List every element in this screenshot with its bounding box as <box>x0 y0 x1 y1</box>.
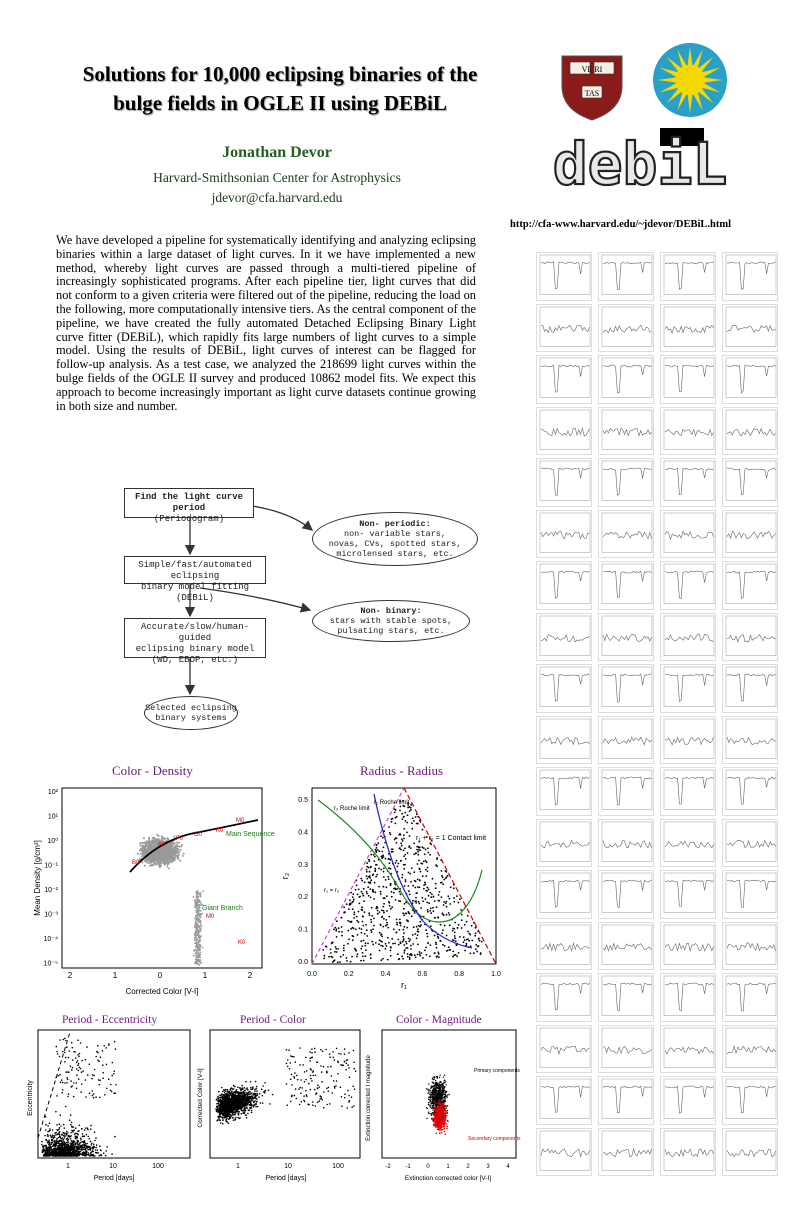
light-curve-trace <box>541 634 590 641</box>
light-curve-thumbnail <box>598 922 654 971</box>
color-density-ytick: 10² <box>47 789 58 796</box>
light-curve-trace <box>665 777 714 804</box>
light-curve-thumbnail <box>536 870 592 919</box>
light-curve-thumbnail <box>722 973 778 1022</box>
light-curve-thumbnail <box>660 767 716 816</box>
color-density-ylabel: Mean Density [g/cm³] <box>33 840 42 916</box>
light-curve-trace <box>727 634 776 641</box>
color-mag-xlabel: Extinction corrected color [V-I] <box>404 1175 492 1182</box>
light-curve-thumbnail <box>722 458 778 507</box>
color-density-title: Color - Density <box>112 763 193 778</box>
light-curve-thumbnail <box>660 922 716 971</box>
author-name: Jonathan Devor <box>222 144 332 161</box>
period-ecc-xtick: 10 <box>109 1163 117 1170</box>
spectral-label: B0 <box>132 860 140 866</box>
light-curve-thumbnail <box>660 870 716 919</box>
light-curve-thumbnail <box>598 819 654 868</box>
reject1-line1: Non- periodic: <box>359 519 431 529</box>
spectral-label: M0 <box>236 818 245 824</box>
light-curve-thumbnail <box>536 355 592 404</box>
light-curve-trace <box>541 428 590 436</box>
light-curve-thumbnail <box>660 458 716 507</box>
color-density-xtick: 1 <box>112 971 118 980</box>
color-density-ytick: 10⁰ <box>47 838 58 845</box>
light-curve-trace <box>727 428 776 435</box>
light-curve-thumbnail <box>598 870 654 919</box>
light-curve-trace <box>727 880 776 908</box>
period-ecc-xtick: 100 <box>152 1163 164 1170</box>
light-curve-thumbnail <box>536 716 592 765</box>
light-curve-trace <box>665 737 714 745</box>
light-curve-trace <box>727 531 776 539</box>
light-curve-thumbnail <box>536 407 592 456</box>
light-curve-trace <box>541 325 590 332</box>
light-curve-trace <box>665 841 714 848</box>
reject2-line2: stars with stable spots, <box>329 616 453 626</box>
radius-radius-ytick: 0.4 <box>298 829 308 837</box>
title-line-1: Solutions for 10,000 eclipsing binaries of the <box>82 62 478 86</box>
color-mag-xtick: -1 <box>405 1164 411 1170</box>
color-density-xtick: 0 <box>157 971 163 980</box>
reject1-line4: microlensed stars, etc. <box>336 549 454 559</box>
light-curve-trace <box>727 674 776 701</box>
radius-radius-xtick: 0.6 <box>417 971 428 978</box>
giant-branch-label: Giant Branch <box>202 905 243 912</box>
color-density-xtick: 1 <box>202 971 208 980</box>
period-color-xtick: 1 <box>236 1163 240 1170</box>
flow-step-accurate-line1: Accurate/slow/human- guided <box>140 622 250 643</box>
light-curve-thumbnail <box>598 407 654 456</box>
crest-text-bottom: TAS <box>584 89 600 98</box>
period-color-title: Period - Color <box>240 1014 306 1026</box>
light-curve-thumbnail <box>536 304 592 353</box>
light-curve-thumbnail <box>536 510 592 559</box>
light-curve-thumbnail <box>660 613 716 662</box>
flow-step-periodogram-line2: (Periodogram) <box>153 514 225 524</box>
color-density-plot <box>30 780 275 1000</box>
light-curve-thumbnail <box>598 973 654 1022</box>
light-curve-trace <box>727 1149 776 1156</box>
radius-radius-xtick: 0.0 <box>307 971 317 978</box>
light-curve-trace <box>603 777 652 805</box>
radius-radius-xtick: 0.4 <box>380 971 391 978</box>
light-curve-trace <box>665 325 714 333</box>
light-curve-thumbnail <box>660 561 716 610</box>
result-line1: Selected eclipsing <box>145 703 237 713</box>
crest-text-top: VE RI <box>581 65 603 74</box>
reject1-line2: non- variable stars, <box>343 529 447 539</box>
period-color-ylabel: Corrected Color [V-I] <box>197 1068 204 1128</box>
light-curve-thumbnail <box>598 561 654 610</box>
smithsonian-sun-logo <box>652 42 728 118</box>
light-curve-trace <box>603 1149 652 1157</box>
light-curve-trace <box>665 674 714 702</box>
period-ecc-xtick: 1 <box>66 1163 70 1170</box>
spectral-label: M0 <box>206 914 215 920</box>
color-mag-xtick: 0 <box>426 1164 430 1170</box>
light-curve-thumbnail <box>660 1025 716 1074</box>
color-mag-title: Color - Magnitude <box>396 1014 482 1026</box>
light-curve-thumbnail <box>660 1128 716 1177</box>
light-curve-thumbnail <box>598 304 654 353</box>
period-color-plot <box>196 1028 366 1184</box>
radius-radius-xtick: 1.0 <box>491 971 501 978</box>
light-curve-trace <box>727 468 776 495</box>
light-curve-trace <box>665 468 714 495</box>
light-curve-trace <box>541 737 590 744</box>
light-curve-trace <box>603 325 652 333</box>
flow-result-selected <box>144 696 238 730</box>
flow-step-accurate-line3: (WD, EBOP, etc.) <box>151 655 239 665</box>
light-curve-trace <box>665 429 714 436</box>
light-curve-thumbnail <box>536 819 592 868</box>
light-curve-thumbnail <box>660 355 716 404</box>
color-density-xlabel: Corrected Color [V-I] <box>125 987 199 996</box>
light-curve-trace <box>603 468 652 495</box>
light-curve-trace <box>665 1149 714 1156</box>
light-curve-thumbnail <box>722 561 778 610</box>
light-curve-thumbnail <box>660 252 716 301</box>
color-density-ytick: 10⁻³ <box>44 911 58 919</box>
color-density-ytick: 10⁻¹ <box>44 862 58 870</box>
flow-step-periodogram <box>124 488 254 524</box>
light-curve-thumbnail <box>722 1128 778 1177</box>
light-curve-trace <box>603 737 652 745</box>
poster-title <box>20 60 540 118</box>
color-magnitude-plot <box>360 1028 520 1184</box>
light-curve-trace <box>603 674 652 702</box>
primary-components-label: Primary components <box>474 1068 520 1074</box>
light-curve-thumbnail <box>722 922 778 971</box>
abstract-text: We have developed a pipeline for systematically identifying and analyzing eclipsing binaries within a large dataset of light curves. In it we have implemented a new method, whereby light curves are passed through a multi-tiered pipeline of increasingly sophisticated programs. After each pipeline tier, light curves that did not conform to a given criteria were filtered out of the pipeline, reducing the load on the following, more computationally intensive tiers. As the central component of the pipeline, we have created the fully automated Detached Eclipsing Binary Light curve fitter (DEBiL), which rapidly fits large numbers of light curves to a simple model. Using the results of DEBiL, light curves of interest can be flagged for follow-up analysis. As a test case, we analyzed the 218699 light curves within the bulge fields of the OGLE II survey and produced 10862 model fits. We expect this approach to become increasingly important as light curve datasets continue growing in both size and number. <box>56 233 476 413</box>
light-curve-trace <box>541 531 590 539</box>
light-curve-thumbnail <box>722 1025 778 1074</box>
light-curve-thumbnail <box>660 407 716 456</box>
light-curve-thumbnail <box>598 716 654 765</box>
spectral-label: K0 <box>216 828 224 834</box>
color-density-ytick: 10⁻² <box>44 887 58 894</box>
light-curve-thumbnail <box>660 304 716 353</box>
r2-roche-label: r₂ Roche limit <box>334 806 370 812</box>
spectral-label: F0 <box>176 836 184 842</box>
light-curve-thumbnail <box>598 613 654 662</box>
period-color-xlabel: Period [days] <box>265 1175 307 1182</box>
light-curve-thumbnail <box>722 252 778 301</box>
color-density-ytick: 10¹ <box>47 813 58 821</box>
flow-step-debil-line1: Simple/fast/automated eclipsing <box>138 560 252 581</box>
light-curve-trace <box>603 428 652 436</box>
period-ecc-xlabel: Period [days] <box>93 1175 135 1182</box>
color-mag-xtick: -2 <box>385 1164 391 1170</box>
light-curve-thumbnail <box>722 716 778 765</box>
light-curve-trace <box>665 1086 714 1113</box>
light-curve-trace <box>727 777 776 804</box>
light-curve-thumbnail <box>536 613 592 662</box>
contact-limit-label: r₁ + r₂ = 1 Contact limit <box>416 835 487 842</box>
flow-reject-nonperiodic <box>312 512 478 566</box>
debil-logo <box>542 128 738 198</box>
light-curve-thumbnail <box>536 922 592 971</box>
light-curve-trace <box>727 943 776 951</box>
light-curve-trace <box>727 262 776 289</box>
color-mag-ylabel: Extinction corrected I magnitude <box>366 1055 372 1141</box>
debil-logo-text: debiL <box>552 130 728 198</box>
light-curve-thumbnail <box>660 510 716 559</box>
light-curve-thumbnail <box>660 716 716 765</box>
light-curve-trace <box>665 880 714 906</box>
light-curve-trace <box>603 943 652 950</box>
light-curve-trace <box>727 983 776 1011</box>
light-curve-thumbnail <box>598 252 654 301</box>
light-curve-trace <box>727 737 776 745</box>
reject2-line1: Non- binary: <box>360 606 422 616</box>
light-curve-trace <box>541 1149 590 1157</box>
color-mag-xtick: 4 <box>506 1164 510 1170</box>
light-curve-trace <box>727 1046 776 1054</box>
light-curve-thumbnail <box>536 973 592 1022</box>
light-curve-trace <box>541 262 590 289</box>
light-curve-thumbnail <box>722 870 778 919</box>
flow-step-debil <box>124 556 266 603</box>
light-curve-trace <box>727 840 776 848</box>
color-density-xtick: 2 <box>67 971 73 980</box>
light-curve-trace <box>727 325 776 332</box>
light-curve-thumbnail <box>722 1076 778 1125</box>
spectral-label: K0 <box>238 940 246 946</box>
light-curve-thumbnail <box>598 1128 654 1177</box>
institution: Harvard-Smithsonian Center for Astrophysics <box>153 170 401 185</box>
light-curve-thumbnail <box>722 819 778 868</box>
light-curve-thumbnail <box>536 1025 592 1074</box>
light-curve-trace <box>541 983 590 1010</box>
light-curve-thumbnail <box>598 1076 654 1125</box>
light-curve-trace <box>541 571 590 598</box>
light-curve-trace <box>603 983 652 1011</box>
light-curve-trace <box>665 943 714 951</box>
color-mag-xtick: 3 <box>486 1164 490 1170</box>
r1-roche-label: r₁ Roche limit <box>374 800 410 806</box>
light-curve-trace <box>665 262 714 289</box>
light-curve-thumbnail <box>536 252 592 301</box>
light-curve-grid <box>536 252 786 1187</box>
title-line-2: bulge fields in OGLE II using DEBiL <box>113 91 447 115</box>
light-curve-trace <box>665 531 714 539</box>
reject1-line3: novas, CVs, spotted stars, <box>328 539 462 549</box>
light-curve-trace <box>603 571 652 597</box>
color-mag-xtick: 2 <box>466 1164 470 1170</box>
light-curve-trace <box>541 1086 590 1112</box>
flow-step-accurate-model <box>124 618 266 665</box>
light-curve-thumbnail <box>598 458 654 507</box>
harvard-crest-logo <box>556 50 628 122</box>
light-curve-thumbnail <box>660 1076 716 1125</box>
light-curve-trace <box>541 943 590 951</box>
light-curve-trace <box>603 1086 652 1113</box>
light-curve-thumbnail <box>722 407 778 456</box>
light-curve-thumbnail <box>722 510 778 559</box>
color-density-ytick: 10⁻⁴ <box>43 936 58 943</box>
period-color-xtick: 100 <box>332 1163 344 1170</box>
flow-step-periodogram-line1: Find the light curve period <box>134 492 244 513</box>
light-curve-trace <box>727 365 776 393</box>
radius-radius-title: Radius - Radius <box>360 763 444 778</box>
light-curve-trace <box>541 365 590 392</box>
light-curve-trace <box>727 1086 776 1113</box>
light-curve-trace <box>603 1046 652 1054</box>
main-sequence-label: Main Sequence <box>226 831 275 838</box>
reject2-line3: pulsating stars, etc. <box>337 626 445 636</box>
light-curve-trace <box>603 880 652 908</box>
light-curve-trace <box>541 777 590 805</box>
light-curve-trace <box>665 365 714 391</box>
light-curve-thumbnail <box>598 355 654 404</box>
color-mag-xtick: 1 <box>446 1164 450 1170</box>
period-ecc-title: Period - Eccentricity <box>62 1014 158 1026</box>
color-density-ytick: 10⁻⁵ <box>43 960 58 968</box>
light-curve-trace <box>603 531 652 538</box>
project-url-link[interactable]: http://cfa-www.harvard.edu/~jdevor/DEBiL.html <box>510 219 732 230</box>
result-line2: binary systems <box>155 713 227 723</box>
spectral-label: G0 <box>194 832 203 838</box>
light-curve-thumbnail <box>722 304 778 353</box>
radius-radius-ytick: 0.5 <box>298 797 308 804</box>
light-curve-trace <box>603 634 652 641</box>
light-curve-thumbnail <box>660 973 716 1022</box>
period-color-xtick: 10 <box>284 1163 292 1170</box>
light-curve-thumbnail <box>536 664 592 713</box>
light-curve-thumbnail <box>660 819 716 868</box>
radius-radius-ytick: 0.1 <box>298 926 308 934</box>
radius-radius-xtick: 0.2 <box>343 971 354 978</box>
light-curve-thumbnail <box>722 355 778 404</box>
light-curve-thumbnail <box>598 510 654 559</box>
radius-radius-xlabel: r₁ <box>400 980 408 990</box>
light-curve-trace <box>603 262 652 290</box>
light-curve-trace <box>665 634 714 642</box>
radius-radius-xtick: 0.8 <box>454 971 465 978</box>
color-density-xtick: 2 <box>247 971 253 980</box>
period-ecc-ylabel: Eccentricity <box>27 1080 34 1116</box>
light-curve-thumbnail <box>722 664 778 713</box>
light-curve-trace <box>727 571 776 599</box>
light-curve-thumbnail <box>598 767 654 816</box>
radius-radius-ytick: 0.2 <box>298 894 308 902</box>
light-curve-trace <box>541 1046 590 1054</box>
affiliation <box>100 168 454 208</box>
secondary-components-label: Secondary components <box>468 1136 521 1142</box>
equal-radius-label: r₁ = r₂ <box>324 888 340 894</box>
light-curve-trace <box>541 880 590 907</box>
light-curve-trace <box>541 674 590 701</box>
flow-reject-nonbinary <box>312 600 470 642</box>
light-curve-thumbnail <box>660 664 716 713</box>
light-curve-trace <box>603 840 652 848</box>
radius-radius-plot <box>282 780 506 1000</box>
radius-radius-ylabel: r₂ <box>280 872 290 880</box>
light-curve-trace <box>603 365 652 393</box>
radius-radius-ytick: 0.0 <box>298 959 308 966</box>
period-eccentricity-plot <box>26 1028 196 1184</box>
light-curve-trace <box>665 571 714 599</box>
light-curve-thumbnail <box>598 1025 654 1074</box>
light-curve-thumbnail <box>536 1076 592 1125</box>
light-curve-thumbnail <box>722 767 778 816</box>
light-curve-thumbnail <box>536 561 592 610</box>
spectral-label: A0 <box>158 842 166 848</box>
light-curve-trace <box>665 1047 714 1054</box>
flow-step-accurate-line2: eclipsing binary model <box>135 644 255 654</box>
flow-step-debil-line2: binary model fitting (DEBiL) <box>140 582 250 603</box>
light-curve-thumbnail <box>536 767 592 816</box>
email-link[interactable]: jdevor@cfa.harvard.edu <box>211 190 343 205</box>
light-curve-trace <box>541 840 590 848</box>
light-curve-thumbnail <box>598 664 654 713</box>
light-curve-thumbnail <box>536 458 592 507</box>
light-curve-thumbnail <box>722 613 778 662</box>
light-curve-trace <box>541 468 590 495</box>
light-curve-thumbnail <box>536 1128 592 1177</box>
light-curve-trace <box>665 983 714 1011</box>
radius-radius-ytick: 0.3 <box>298 861 308 869</box>
